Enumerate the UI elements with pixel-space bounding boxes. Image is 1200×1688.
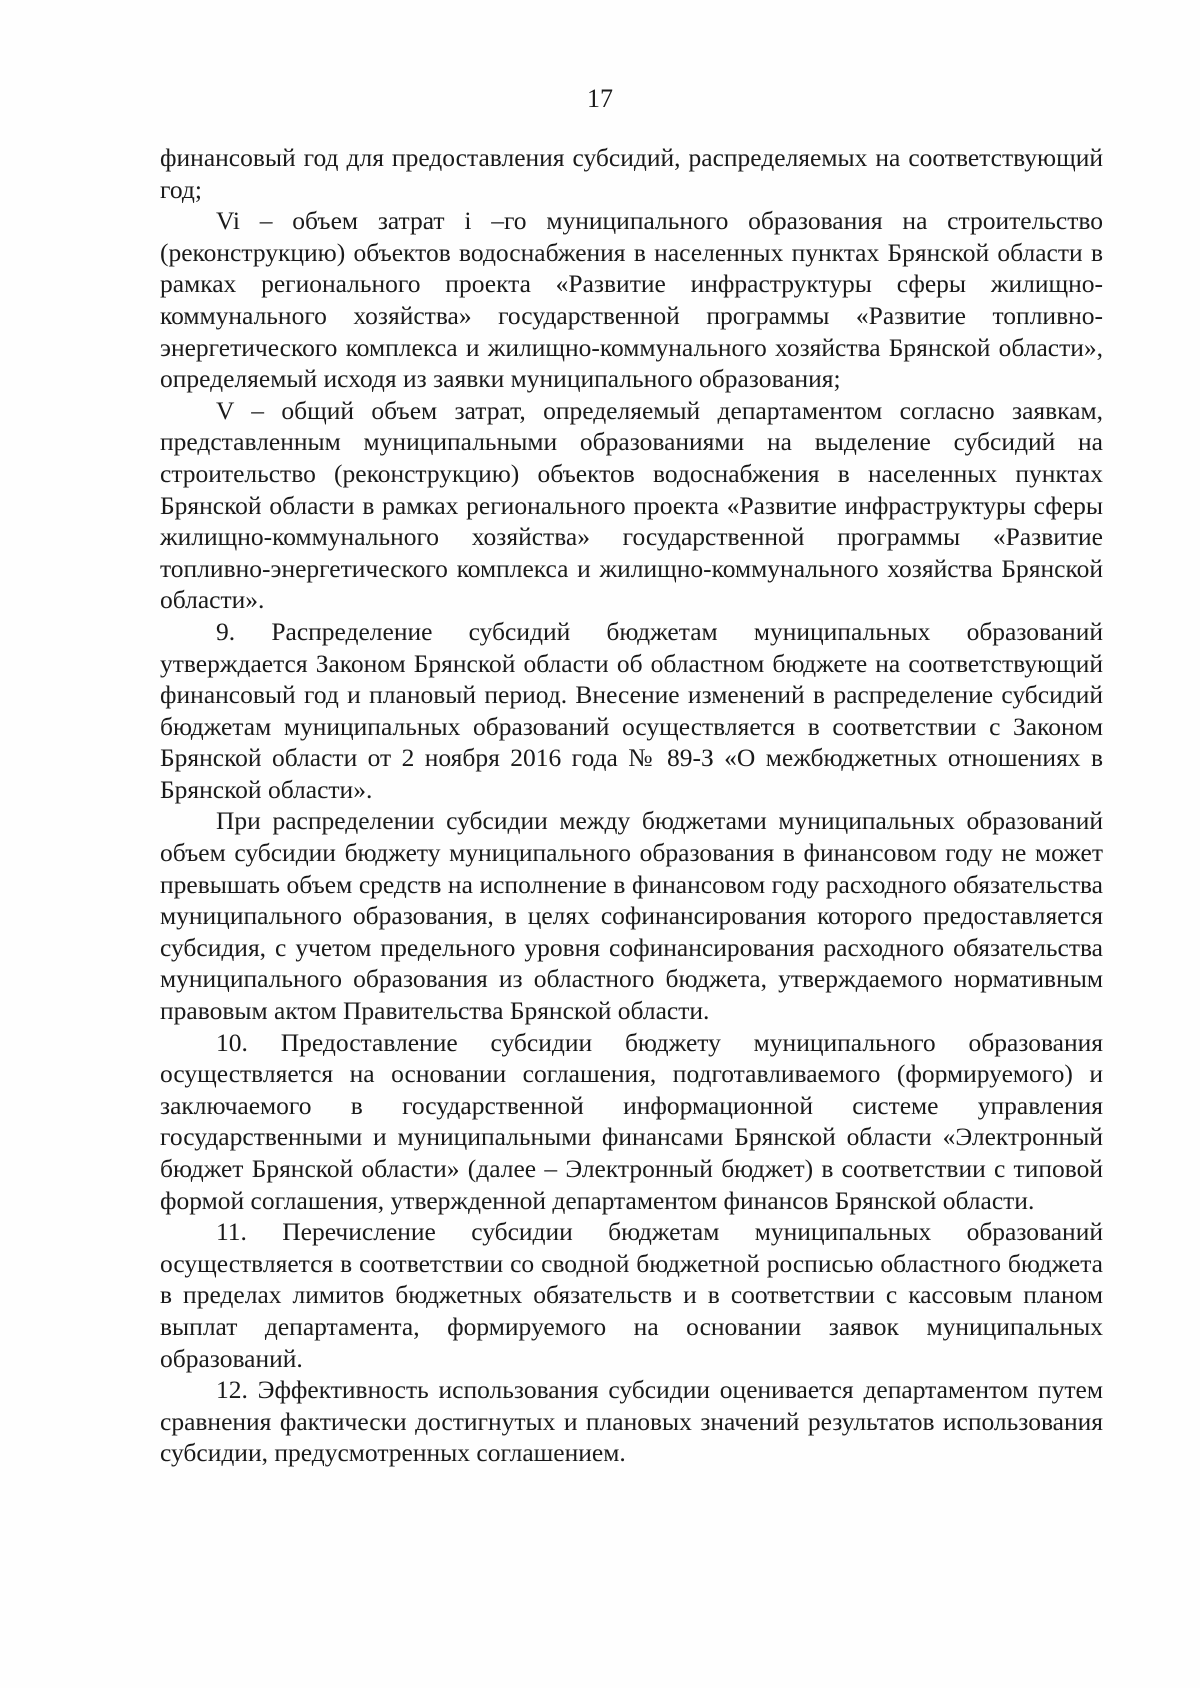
paragraph-clause-11: 11. Перечисление субсидии бюджетам муниципальных образований осуществляется в соответствии со сводной бюджетной росписью областного бюджета в пределах лимитов бюджетных обязательств и в соответствии с кассовым планом выплат департамента, формируемого на основании заявок муниципальных образований.: [160, 1217, 1103, 1373]
document-body: [160, 142, 1103, 1469]
paragraph-v-definition: V – общий объем затрат, определяемый департаментом согласно заявкам, представленным муниципальными образованиями на выделение субсидий на строительство (реконструкцию) объектов водоснабжения в населенных пунктах Брянской области в рамках регионального проекта «Развитие инфраструктуры сферы жилищно-коммунального хозяйства» государственной программы «Развитие топливно-энергетического комплекса и жилищно-коммунального хозяйства Брянской области».: [160, 395, 1103, 615]
paragraph-vi-definition: Vi – объем затрат i –го муниципального образования на строительство (реконструкцию) объектов водоснабжения в населенных пунктах Брянской области в рамках регионального проекта «Развитие инфраструктуры сферы жилищно-коммунального хозяйства» государственной программы «Развитие топливно-энергетического комплекса и жилищно-коммунального хозяйства Брянской области», определяемый исходя из заявки муниципального образования;: [160, 206, 1103, 394]
paragraph-continuation: финансовый год для предоставления субсидий, распределяемых на соответствующий год;: [160, 143, 1103, 204]
paragraph-clause-9: 9. Распределение субсидий бюджетам муниципальных образований утверждается Законом Брянской области об областном бюджете на соответствующий финансовый год и плановый период. Внесение изменений в распределение субсидий бюджетам муниципальных образований осуществляется в соответствии с Законом Брянской области от 2 ноября 2016 года № 89-З «О межбюджетных отношениях в Брянской области».: [160, 616, 1103, 804]
page-number: 17: [587, 84, 613, 113]
paragraph-distribution-limit: При распределении субсидии между бюджетами муниципальных образований объем субсидии бюджету муниципального образования в финансовом году не может превышать объем средств на исполнение в финансовом году расходного обязательства муниципального образования, в целях софинансирования которого предоставляется субсидия, с учетом предельного уровня софинансирования расходного обязательства муниципального образования из областного бюджета, утверждаемого нормативным правовым актом Правительства Брянской области.: [160, 806, 1103, 1026]
paragraph-clause-12: 12. Эффективность использования субсидии оценивается департаментом путем сравнения фактически достигнутых и плановых значений результатов использования субсидии, предусмотренных соглашением.: [160, 1375, 1103, 1468]
paragraph-clause-10: 10. Предоставление субсидии бюджету муниципального образования осуществляется на основании соглашения, подготавливаемого (формируемого) и заключаемого в государственной информационной системе управления государственными и муниципальными финансами Брянской области «Электронный бюджет Брянской области» (далее – Электронный бюджет) в соответствии с типовой формой соглашения, утвержденной департаментом финансов Брянской области.: [160, 1027, 1103, 1215]
